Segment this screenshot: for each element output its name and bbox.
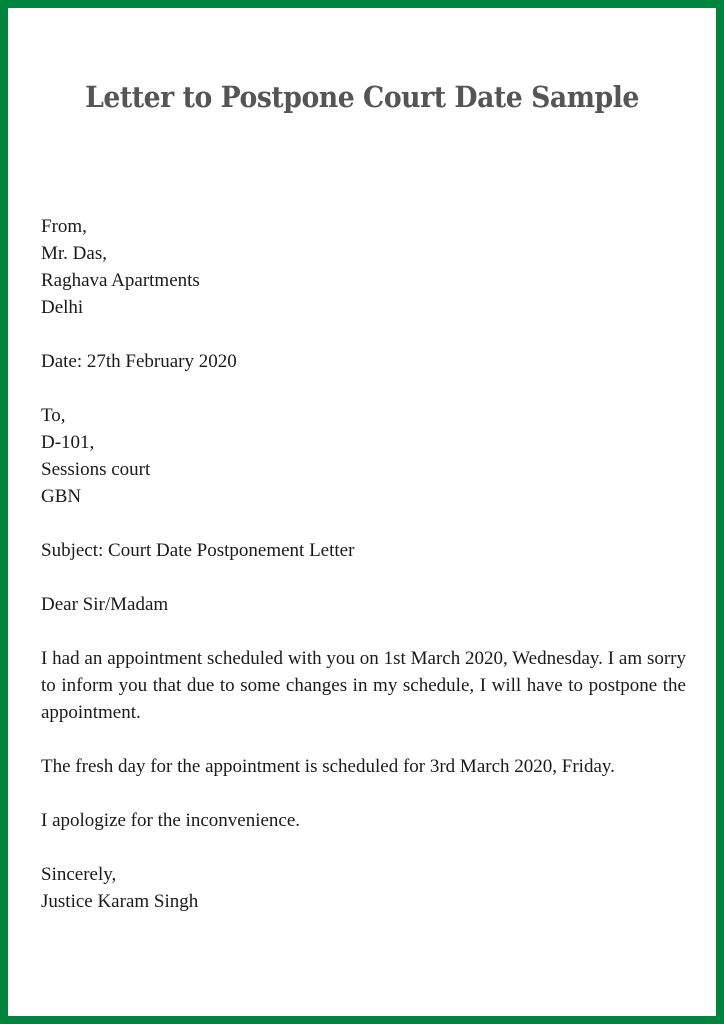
sender-name: Mr. Das, <box>41 243 107 264</box>
from-label: From, <box>41 216 87 237</box>
letter-date: Date: 27th February 2020 <box>41 351 237 372</box>
recipient-line-3: GBN <box>41 486 82 507</box>
salutation: Dear Sir/Madam <box>41 594 169 615</box>
body-paragraph-2: The fresh day for the appointment is scheduled for 3rd March 2020, Friday. <box>41 756 615 777</box>
signature: Justice Karam Singh <box>41 891 199 912</box>
recipient-block <box>41 402 686 510</box>
subject-line: Subject: Court Date Postponement Letter <box>41 540 355 561</box>
to-label: To, <box>41 405 66 426</box>
body-paragraph-3: I apologize for the inconvenience. <box>41 810 301 831</box>
closing: Sincerely, <box>41 864 117 885</box>
letter-body <box>41 213 686 915</box>
sender-address: Raghava Apartments <box>41 270 200 291</box>
sender-block <box>41 213 686 321</box>
recipient-line-1: D-101, <box>41 432 95 453</box>
sender-city: Delhi <box>41 297 84 318</box>
recipient-line-2: Sessions court <box>41 459 151 480</box>
body-paragraph-1: I had an appointment scheduled with you on 1st March 2020, Wednesday. I am sorry to inform you that due to some changes in my schedule, I will have to postpone the appointment. <box>41 648 686 723</box>
page-title: Letter to Postpone Court Date Sample <box>85 80 639 114</box>
